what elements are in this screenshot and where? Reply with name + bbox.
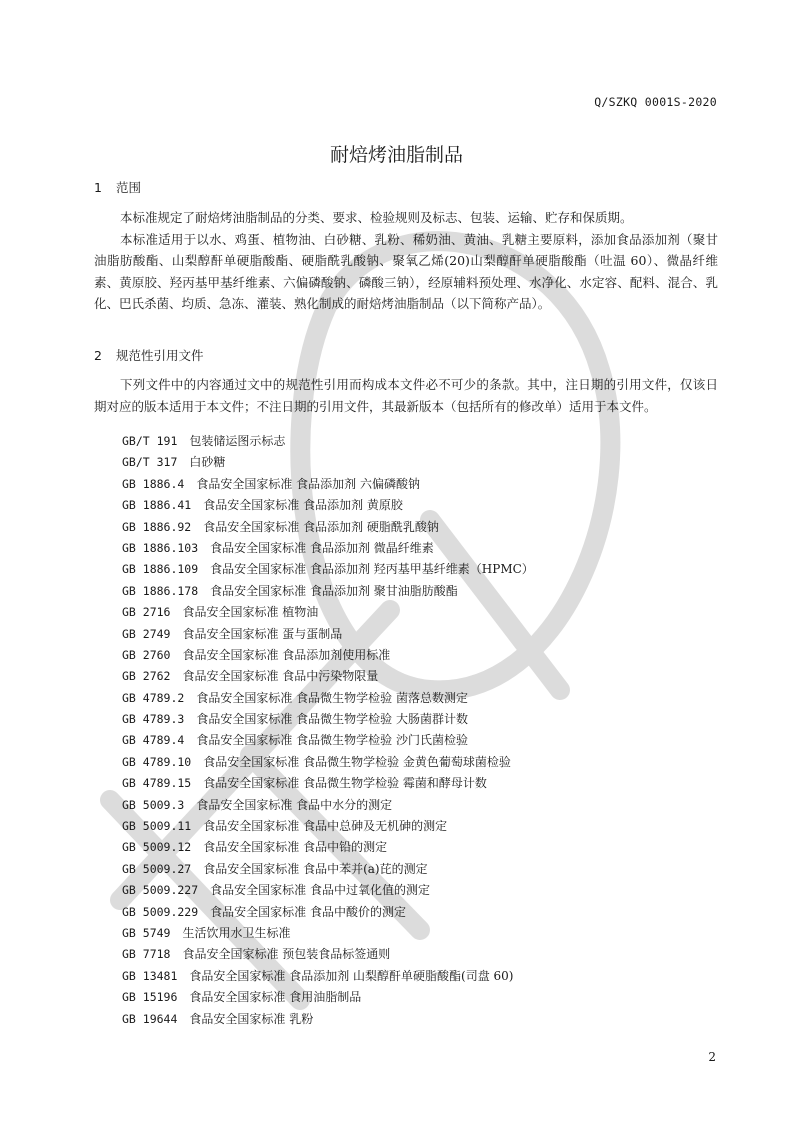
standard-code: GB 5009.11 — [122, 819, 192, 834]
list-item — [122, 666, 534, 687]
list-item — [122, 452, 534, 473]
section-number: 2 — [94, 348, 102, 363]
standard-code: GB 13481 — [122, 968, 178, 983]
list-item — [122, 944, 534, 965]
list-item — [122, 581, 534, 602]
standard-title: 生活饮用水卫生标准 — [182, 925, 291, 940]
standard-title: 食品安全国家标准 食品添加剂 黄原胶 — [203, 498, 403, 513]
list-item — [122, 624, 534, 645]
standard-code: GB 15196 — [122, 990, 178, 1005]
scope-paragraph-1: 本标准规定了耐焙烤油脂制品的分类、要求、检验规则及标志、包装、运输、贮存和保质期。 — [120, 210, 633, 225]
standard-code: GB 1886.92 — [122, 519, 192, 534]
standard-title: 食品安全国家标准 蛋与蛋制品 — [182, 626, 343, 641]
standard-title: 食品安全国家标准 食品微生物学检验 霉菌和酵母计数 — [203, 776, 487, 791]
list-item — [122, 880, 534, 901]
list-item — [122, 645, 534, 666]
standard-title: 食品安全国家标准 食品中铅的测定 — [203, 840, 388, 855]
page-number: 2 — [708, 1050, 716, 1064]
standard-title: 食品安全国家标准 食品添加剂 山梨醇酐单硬脂酸酯(司盘 60) — [189, 968, 514, 983]
standard-title: 食品安全国家标准 食品中酸价的测定 — [210, 904, 406, 919]
standard-code: GB 19644 — [122, 1011, 178, 1026]
standard-code: GB 5009.3 — [122, 797, 185, 812]
standard-code: GB 1886.178 — [122, 583, 199, 598]
standard-code: GB 2749 — [122, 626, 171, 641]
section-heading-scope — [94, 178, 141, 196]
standard-code: GB 4789.2 — [122, 690, 185, 705]
list-item — [122, 688, 534, 709]
standard-title: 食品安全国家标准 食品添加剂 硬脂酰乳酸钠 — [203, 519, 439, 534]
reference-list — [122, 431, 534, 1030]
standard-title: 食品安全国家标准 食品微生物学检验 金黄色葡萄球菌检验 — [203, 754, 511, 769]
standard-code: GB/T 191 — [122, 434, 178, 448]
list-item — [122, 837, 534, 858]
standard-title: 食品安全国家标准 食品微生物学检验 沙门氏菌检验 — [196, 733, 468, 748]
list-item — [122, 966, 534, 987]
list-item — [122, 730, 534, 751]
standard-title: 食品安全国家标准 食品中总砷及无机砷的测定 — [203, 819, 448, 834]
page-title: 耐焙烤油脂制品 — [329, 144, 463, 166]
standard-code: GB 2762 — [122, 669, 171, 684]
standard-title: 食品安全国家标准 食品中过氧化值的测定 — [210, 883, 430, 898]
standard-code: GB 5009.12 — [122, 840, 192, 855]
list-item — [122, 709, 534, 730]
standard-title: 食品安全国家标准 食品中污染物限量 — [182, 669, 379, 684]
standard-title: 食品安全国家标准 预包装食品标签通则 — [182, 947, 391, 962]
standard-code: GB 1886.109 — [122, 562, 199, 577]
normative-intro-paragraph: 下列文件中的内容通过文中的规范性引用而构成本文件必不可少的条款。其中，注日期的引用文件，仅该日期对应的版本适用于本文件；不注日期的引用文件，其最新版本（包括所有的修改单）适用于本文件。 — [94, 377, 718, 414]
standard-code: GB 5009.229 — [122, 904, 199, 919]
list-item — [122, 859, 534, 880]
standard-title: 食品安全国家标准 食品添加剂 聚甘油脂肪酸酯 — [210, 583, 458, 598]
standard-title: 食品安全国家标准 食品中水分的测定 — [196, 797, 393, 812]
list-item — [122, 431, 534, 452]
section-number: 1 — [94, 180, 102, 195]
standard-code: GB 2760 — [122, 647, 171, 662]
standard-title: 白砂糖 — [189, 455, 226, 470]
standard-title: 食品安全国家标准 食品微生物学检验 菌落总数测定 — [196, 690, 468, 705]
list-item — [122, 517, 534, 538]
standard-title: 食品安全国家标准 食品添加剂使用标准 — [182, 647, 391, 662]
list-item — [122, 795, 534, 816]
list-item — [122, 816, 534, 837]
standard-code: GB 4789.15 — [122, 776, 192, 791]
list-item — [122, 602, 534, 623]
standard-title: 食品安全国家标准 乳粉 — [189, 1011, 314, 1026]
standard-code: GB 7718 — [122, 947, 171, 962]
standard-title: 食品安全国家标准 食品添加剂 六偏磷酸钠 — [196, 476, 420, 491]
standard-title: 食品安全国家标准 食用油脂制品 — [189, 990, 362, 1005]
list-item — [122, 773, 534, 794]
standard-code: GB 1886.41 — [122, 498, 192, 513]
list-item — [122, 987, 534, 1008]
standard-title: 食品安全国家标准 植物油 — [182, 605, 319, 620]
document-code: Q/SZKQ 0001S-2020 — [594, 95, 717, 109]
standard-title: 食品安全国家标准 食品添加剂 羟丙基甲基纤维素（HPMC） — [210, 562, 534, 577]
list-item — [122, 538, 534, 559]
standard-code: GB 5009.227 — [122, 883, 199, 898]
standard-code: GB 1886.103 — [122, 540, 199, 555]
list-item — [122, 495, 534, 516]
standard-title: 食品安全国家标准 食品微生物学检验 大肠菌群计数 — [196, 712, 468, 727]
section-title: 规范性引用文件 — [116, 348, 204, 363]
standard-code: GB 4789.3 — [122, 712, 185, 727]
standard-code: GB 4789.10 — [122, 754, 192, 769]
standard-code: GB 1886.4 — [122, 476, 185, 491]
list-item — [122, 902, 534, 923]
standard-code: GB 5749 — [122, 925, 171, 940]
standard-code: GB 5009.27 — [122, 861, 192, 876]
list-item — [122, 559, 534, 580]
list-item — [122, 1009, 534, 1030]
list-item — [122, 923, 534, 944]
standard-title: 食品安全国家标准 食品添加剂 微晶纤维素 — [210, 540, 434, 555]
standard-title: 食品安全国家标准 食品中苯并(a)芘的测定 — [203, 861, 428, 876]
list-item — [122, 474, 534, 495]
scope-paragraph-2: 本标准适用于以水、鸡蛋、植物油、白砂糖、乳粉、稀奶油、黄油、乳糖主要原料，添加食品添加剂（聚甘油脂肪酸酯、山梨醇酐单硬脂酸酯、硬脂酰乳酸钠、聚氧乙烯(20)山梨醇酐单硬脂酸酯（吐温 60）、微晶纤维素、黄原胶、羟丙基甲基纤维素、六偏磷酸钠、磷酸三钠），经原辅料预处理、水净化、水定容、配料、混合、乳化、巴氏杀菌、均质、急冻、灌装、熟化制成的耐焙烤油脂制品（以下简称产品）。 — [94, 231, 718, 311]
standard-code: GB 2716 — [122, 605, 171, 620]
section-heading-normative-references — [94, 346, 204, 364]
list-item — [122, 752, 534, 773]
standard-code: GB 4789.4 — [122, 733, 185, 748]
standard-code: GB/T 317 — [122, 455, 178, 470]
standard-title: 包装储运图示标志 — [189, 434, 286, 448]
section-title: 范围 — [116, 180, 142, 195]
